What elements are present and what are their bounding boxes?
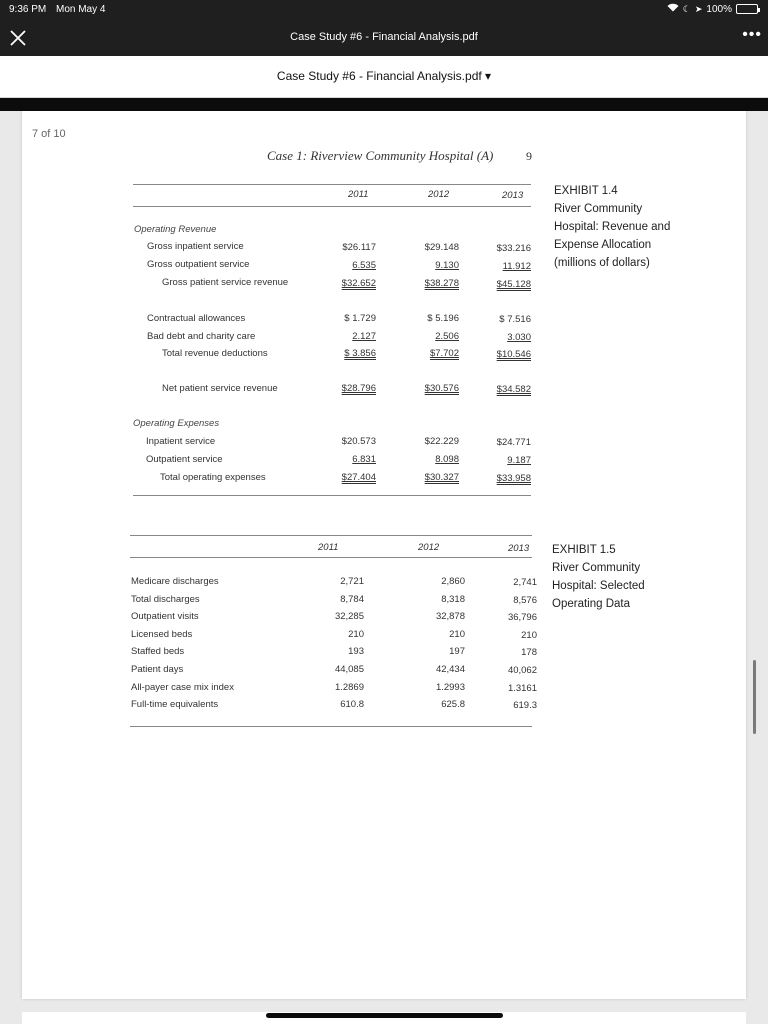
row-label: Contractual allowances — [147, 313, 246, 324]
page-indicator: 7 of 10 — [32, 128, 66, 140]
page-number: 9 — [526, 149, 532, 163]
location-icon: ➤ — [694, 3, 703, 14]
cell-value: $32.652 — [341, 278, 376, 289]
scroll-indicator[interactable] — [753, 660, 756, 734]
cell-value: $7.702 — [429, 348, 459, 359]
cell-value: 1.3161 — [507, 682, 537, 694]
cell-value: 36,796 — [507, 612, 537, 624]
cell-value: 9.130 — [435, 260, 459, 271]
row-label: Licensed beds — [131, 628, 193, 640]
cell-value: 210 — [449, 628, 465, 640]
exhibit-label: EXHIBIT 1.5 — [552, 544, 616, 556]
row-label: Outpatient service — [146, 454, 223, 465]
cell-value: 193 — [348, 646, 364, 658]
cell-value: 625.8 — [441, 699, 465, 711]
document-title-dropdown[interactable]: Case Study #6 - Financial Analysis.pdf ▾ — [276, 69, 492, 83]
cell-value: $33.958 — [496, 473, 531, 484]
exhibit-title-line: (millions of dollars) — [554, 257, 650, 269]
cell-value: 1.2869 — [334, 681, 364, 693]
cell-value: $45.128 — [496, 279, 531, 290]
cell-value: 3.030 — [507, 332, 531, 343]
cell-value: $10.546 — [496, 349, 531, 360]
header-rule — [130, 557, 532, 558]
moon-icon: ☾ — [682, 3, 691, 14]
row-label: All-payer case mix index — [131, 681, 234, 693]
cell-value: 8,784 — [340, 593, 364, 605]
cell-value: 1.2993 — [435, 681, 465, 693]
row-label: Total discharges — [131, 593, 200, 605]
exhibit-title-line: Hospital: Revenue and — [554, 221, 671, 233]
cell-value: 210 — [521, 629, 537, 641]
cell-value: $30.576 — [424, 383, 459, 394]
cell-value: 8,576 — [513, 594, 537, 606]
cell-value: $26.117 — [342, 242, 376, 253]
row-label: Outpatient visits — [131, 611, 199, 623]
row-label: Bad debt and charity care — [147, 331, 256, 342]
cell-value: $33.216 — [496, 243, 531, 254]
section-title: Operating Expenses — [133, 418, 220, 429]
cell-value: $20.573 — [341, 436, 376, 447]
cell-value: $29.148 — [424, 242, 459, 253]
wifi-icon — [667, 3, 679, 15]
toolbar-strip — [0, 98, 768, 111]
exhibit-title-line: River Community — [552, 562, 641, 574]
exhibit-1-4-caption — [554, 182, 670, 272]
cell-value: 619.3 — [513, 700, 537, 712]
cell-value: $22.229 — [424, 436, 459, 447]
header-rule — [133, 206, 531, 207]
cell-value: 197 — [449, 646, 465, 658]
cell-value: $ 1.729 — [344, 313, 376, 324]
cell-value: 2,741 — [513, 577, 537, 588]
row-label: Staffed beds — [131, 646, 185, 658]
nav-title: Case Study #6 - Financial Analysis.pdf — [290, 31, 478, 43]
exhibit-title-line: Expense Allocation — [554, 239, 652, 251]
exhibit-1-5-caption — [552, 541, 645, 613]
cell-value: 8,318 — [441, 593, 465, 605]
table-bottom-rule — [133, 495, 531, 496]
exhibit-title-line: Hospital: Selected — [552, 580, 645, 592]
cell-value: $28.796 — [341, 383, 376, 394]
section-title: Operating Revenue — [134, 224, 217, 235]
cell-value: 210 — [348, 628, 364, 640]
cell-value: $ 3.856 — [344, 348, 376, 359]
running-head: Case 1: Riverview Community Hospital (A) — [267, 148, 494, 163]
row-label: Medicare discharges — [131, 576, 219, 587]
exhibit-title-line: River Community — [554, 203, 643, 215]
table-top-rule — [133, 184, 531, 185]
cell-value: 9.187 — [507, 455, 531, 466]
year-header: 2013 — [502, 190, 524, 201]
cell-value: 2,721 — [340, 576, 364, 587]
battery-icon — [736, 4, 758, 14]
cell-value: 32,285 — [334, 611, 364, 623]
year-header: 2013 — [508, 543, 530, 554]
row-label: Full-time equivalents — [131, 699, 219, 711]
row-label: Gross inpatient service — [147, 241, 244, 252]
cell-value: 42,434 — [435, 664, 465, 675]
cell-value: 178 — [521, 647, 537, 659]
cell-value: $30.327 — [424, 472, 459, 483]
cell-value: $34.582 — [496, 384, 531, 395]
cell-value: 2.127 — [352, 331, 376, 342]
cell-value: $27.404 — [341, 472, 376, 483]
home-indicator[interactable] — [266, 1013, 503, 1018]
cell-value: 8.098 — [435, 454, 459, 465]
cell-value: 6.535 — [352, 260, 376, 271]
pdf-page[interactable] — [22, 111, 746, 999]
row-label: Total operating expenses — [160, 472, 266, 483]
row-label: Net patient service revenue — [162, 383, 278, 394]
cell-value: 40,062 — [507, 665, 537, 676]
cell-value: 610.8 — [340, 699, 364, 711]
table-top-rule — [130, 535, 532, 536]
status-date: Mon May 4 — [56, 4, 106, 15]
status-time: 9:36 PM — [9, 4, 47, 15]
row-label: Total revenue deductions — [162, 348, 268, 359]
year-header: 2011 — [348, 189, 369, 200]
cell-value: 32,878 — [435, 611, 465, 623]
year-header: 2011 — [318, 542, 339, 553]
cell-value: 2,860 — [441, 576, 465, 587]
row-label: Gross outpatient service — [147, 259, 250, 270]
cell-value: 44,085 — [334, 664, 364, 675]
row-label: Gross patient service revenue — [162, 277, 289, 288]
status-right — [667, 3, 758, 15]
battery-percent: 100% — [706, 3, 732, 15]
table-bottom-rule — [130, 726, 532, 727]
cell-value: $ 5.196 — [427, 313, 459, 324]
cell-value: 11.912 — [502, 261, 531, 272]
cell-value: $38.278 — [424, 278, 459, 289]
cell-value: 6.831 — [352, 454, 376, 465]
cell-value: $ 7.516 — [499, 314, 531, 325]
document-title-bar — [0, 56, 768, 98]
year-header: 2012 — [418, 542, 440, 553]
row-label: Patient days — [131, 664, 184, 675]
status-bar — [0, 0, 768, 20]
more-options-icon[interactable]: ••• — [742, 26, 762, 43]
exhibit-label: EXHIBIT 1.4 — [554, 185, 618, 197]
cell-value: $24.771 — [496, 437, 531, 448]
row-label: Inpatient service — [146, 436, 216, 447]
year-header: 2012 — [428, 189, 450, 200]
exhibit-title-line: Operating Data — [552, 598, 630, 610]
cell-value: 2.506 — [435, 331, 459, 342]
top-nav-bar — [0, 20, 768, 56]
